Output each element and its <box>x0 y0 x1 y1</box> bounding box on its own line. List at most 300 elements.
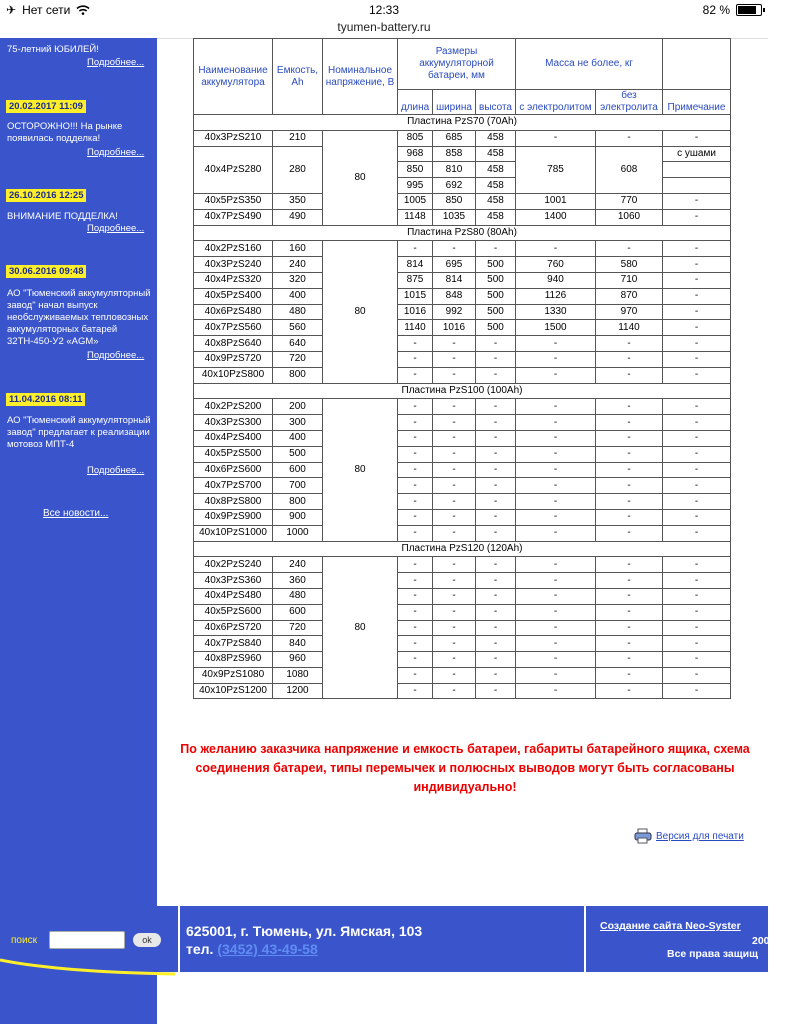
table-row <box>194 588 731 604</box>
mass-with-electrolyte-cell: - <box>516 683 596 699</box>
mass-without-electrolyte-cell: - <box>596 446 663 462</box>
battery-name: 40x10PzS1000 <box>194 525 273 541</box>
width-cell: 810 <box>433 162 476 178</box>
battery-icon <box>736 4 762 16</box>
length-cell: - <box>398 652 433 668</box>
mass-without-electrolyte-cell: - <box>596 683 663 699</box>
note-cell: - <box>663 241 731 257</box>
capacity-cell: 360 <box>273 573 323 589</box>
mass-without-electrolyte-cell: 1060 <box>596 209 663 225</box>
length-cell: - <box>398 667 433 683</box>
capacity-cell: 720 <box>273 351 323 367</box>
capacity-cell: 960 <box>273 652 323 668</box>
capacity-cell: 600 <box>273 604 323 620</box>
mass-without-electrolyte-cell: - <box>596 351 663 367</box>
header-dimensions: Размеры аккумуляторной батареи, мм <box>398 39 516 90</box>
mass-without-electrolyte-cell: - <box>596 525 663 541</box>
height-cell: - <box>476 430 516 446</box>
note-cell: - <box>663 288 731 304</box>
mass-with-electrolyte-cell: 1126 <box>516 288 596 304</box>
length-cell: 1148 <box>398 209 433 225</box>
battery-name: 40x5PzS350 <box>194 193 273 209</box>
mass-with-electrolyte-cell: - <box>516 478 596 494</box>
mass-without-electrolyte-cell: 608 <box>596 146 663 193</box>
copyright-years: 2007 - 2 <box>752 935 791 947</box>
battery-fill <box>738 6 756 14</box>
length-cell: - <box>398 636 433 652</box>
note-cell: - <box>663 604 731 620</box>
table-row <box>194 146 731 162</box>
header-width: ширина <box>433 90 476 115</box>
news-top-text: 75-летний ЮБИЛЕЙ! <box>7 44 99 55</box>
table-row <box>194 525 731 541</box>
note-cell <box>663 162 731 178</box>
mass-without-electrolyte-cell: - <box>596 336 663 352</box>
table-row <box>194 478 731 494</box>
print-version-label[interactable]: Версия для печати <box>656 830 744 842</box>
airplane-icon: ✈ <box>6 3 17 17</box>
note-cell: - <box>663 415 731 431</box>
news-sidebar <box>0 38 157 1024</box>
height-cell: - <box>476 667 516 683</box>
capacity-cell: 640 <box>273 336 323 352</box>
mass-without-electrolyte-cell: - <box>596 367 663 383</box>
yellow-swoosh-decoration <box>0 958 175 978</box>
header-length: длина <box>398 90 433 115</box>
height-cell: - <box>476 241 516 257</box>
capacity-cell: 480 <box>273 588 323 604</box>
width-cell: - <box>433 494 476 510</box>
height-cell: 458 <box>476 209 516 225</box>
section-header-row <box>194 115 731 131</box>
mass-without-electrolyte-cell: - <box>596 494 663 510</box>
spec-table <box>193 38 731 699</box>
section-title: Пластина PzS70 (70Ah) <box>194 115 731 131</box>
mass-with-electrolyte-cell: 785 <box>516 146 596 193</box>
note-cell: - <box>663 209 731 225</box>
mass-with-electrolyte-cell: - <box>516 509 596 525</box>
note-cell: - <box>663 430 731 446</box>
mass-with-electrolyte-cell: 1500 <box>516 320 596 336</box>
table-row <box>194 241 731 257</box>
mass-without-electrolyte-cell: - <box>596 430 663 446</box>
battery-name: 40x2PzS200 <box>194 399 273 415</box>
capacity-cell: 720 <box>273 620 323 636</box>
height-cell: - <box>476 573 516 589</box>
note-cell: с ушами <box>663 146 731 162</box>
section-title: Пластина PzS80 (80Ah) <box>194 225 731 241</box>
battery-name: 40x4PzS320 <box>194 272 273 288</box>
length-cell: - <box>398 557 433 573</box>
length-cell: 875 <box>398 272 433 288</box>
note-cell: - <box>663 320 731 336</box>
mass-without-electrolyte-cell: - <box>596 557 663 573</box>
mass-with-electrolyte-cell: - <box>516 494 596 510</box>
note-cell: - <box>663 588 731 604</box>
news-more-link[interactable]: Подробнее... <box>87 223 145 234</box>
address-text: 625001, г. Тюмень, ул. Ямская, 103 <box>186 923 423 939</box>
width-cell: - <box>433 399 476 415</box>
capacity-cell: 400 <box>273 430 323 446</box>
note-cell: - <box>663 304 731 320</box>
capacity-cell: 320 <box>273 272 323 288</box>
news-date: 11.04.2016 08:11 <box>6 393 85 406</box>
width-cell: - <box>433 430 476 446</box>
table-row <box>194 683 731 699</box>
voltage-cell: 80 <box>323 241 398 383</box>
mass-with-electrolyte-cell: - <box>516 351 596 367</box>
length-cell: - <box>398 588 433 604</box>
network-status: Нет сети <box>22 3 71 17</box>
battery-name: 40x3PzS240 <box>194 257 273 273</box>
table-row <box>194 320 731 336</box>
mass-with-electrolyte-cell: 1330 <box>516 304 596 320</box>
capacity-cell: 400 <box>273 288 323 304</box>
mass-with-electrolyte-cell: - <box>516 557 596 573</box>
news-more-link[interactable]: Подробнее... <box>87 350 145 361</box>
note-cell: - <box>663 494 731 510</box>
length-cell: - <box>398 430 433 446</box>
length-cell: 850 <box>398 162 433 178</box>
mass-with-electrolyte-cell: - <box>516 415 596 431</box>
all-news-link[interactable]: Все новости... <box>43 508 109 519</box>
width-cell: - <box>433 462 476 478</box>
table-row <box>194 257 731 273</box>
capacity-cell: 600 <box>273 462 323 478</box>
table-row <box>194 209 731 225</box>
width-cell: - <box>433 652 476 668</box>
battery-name: 40x8PzS640 <box>194 336 273 352</box>
capacity-cell: 1000 <box>273 525 323 541</box>
news-date: 20.02.2017 11:09 <box>6 100 86 113</box>
custom-order-notice: По желанию заказчика напряжение и емкость батареи, габариты батарейного ящика, схема соединения батареи, типы перемычек и полюсных выводов могут быть согласованы индивидуально! <box>180 742 750 794</box>
mass-with-electrolyte-cell: - <box>516 588 596 604</box>
table-row <box>194 415 731 431</box>
length-cell: - <box>398 446 433 462</box>
table-row <box>194 367 731 383</box>
height-cell: - <box>476 588 516 604</box>
length-cell: 805 <box>398 130 433 146</box>
mass-without-electrolyte-cell: - <box>596 415 663 431</box>
battery-name: 40x5PzS600 <box>194 604 273 620</box>
note-cell: - <box>663 652 731 668</box>
mass-with-electrolyte-cell: - <box>516 525 596 541</box>
battery-name: 40x9PzS720 <box>194 351 273 367</box>
mass-with-electrolyte-cell: - <box>516 604 596 620</box>
table-row <box>194 557 731 573</box>
capacity-cell: 900 <box>273 509 323 525</box>
battery-name: 40x6PzS600 <box>194 462 273 478</box>
mass-without-electrolyte-cell: - <box>596 241 663 257</box>
width-cell: - <box>433 336 476 352</box>
note-cell: - <box>663 272 731 288</box>
note-cell <box>663 178 731 194</box>
mass-without-electrolyte-cell: - <box>596 478 663 494</box>
print-version-link[interactable] <box>634 828 744 844</box>
clock: 12:33 <box>368 3 400 17</box>
mass-without-electrolyte-cell: 970 <box>596 304 663 320</box>
header-without-electrolyte: без электролита <box>596 90 663 115</box>
voltage-cell: 80 <box>323 557 398 699</box>
width-cell: - <box>433 636 476 652</box>
height-cell: - <box>476 509 516 525</box>
capacity-cell: 800 <box>273 367 323 383</box>
table-row <box>194 652 731 668</box>
news-text: ВНИМАНИЕ ПОДДЕЛКА! <box>7 211 118 222</box>
battery-name: 40x4PzS400 <box>194 430 273 446</box>
length-cell: - <box>398 604 433 620</box>
status-bar <box>0 0 768 20</box>
length-cell: 814 <box>398 257 433 273</box>
news-more-link[interactable]: Подробнее... <box>87 465 145 476</box>
section-header-row <box>194 225 731 241</box>
mass-with-electrolyte-cell: - <box>516 667 596 683</box>
mass-with-electrolyte-cell: - <box>516 573 596 589</box>
note-cell: - <box>663 557 731 573</box>
height-cell: - <box>476 683 516 699</box>
capacity-cell: 840 <box>273 636 323 652</box>
length-cell: - <box>398 367 433 383</box>
width-cell: - <box>433 588 476 604</box>
length-cell: 968 <box>398 146 433 162</box>
height-cell: - <box>476 620 516 636</box>
table-row <box>194 193 731 209</box>
mass-without-electrolyte-cell: - <box>596 462 663 478</box>
length-cell: - <box>398 336 433 352</box>
table-row <box>194 636 731 652</box>
mass-without-electrolyte-cell: - <box>596 588 663 604</box>
width-cell: - <box>433 446 476 462</box>
length-cell: 1015 <box>398 288 433 304</box>
phone-link[interactable]: (3452) 43-49-58 <box>217 941 318 957</box>
news-date: 26.10.2016 12:25 <box>6 189 86 202</box>
capacity-cell: 800 <box>273 494 323 510</box>
width-cell: 685 <box>433 130 476 146</box>
footer-search <box>0 906 175 972</box>
footer-address <box>178 906 586 972</box>
battery-name: 40x4PzS280 <box>194 146 273 193</box>
note-cell: - <box>663 636 731 652</box>
voltage-cell: 80 <box>323 399 398 541</box>
length-cell: - <box>398 573 433 589</box>
length-cell: - <box>398 683 433 699</box>
header-note-top <box>663 39 731 90</box>
note-cell: - <box>663 446 731 462</box>
note-cell: - <box>663 367 731 383</box>
note-cell: - <box>663 573 731 589</box>
mass-with-electrolyte-cell: - <box>516 446 596 462</box>
search-input[interactable] <box>49 931 125 949</box>
width-cell: - <box>433 573 476 589</box>
note-cell: - <box>663 620 731 636</box>
battery-name: 40x8PzS800 <box>194 494 273 510</box>
mass-with-electrolyte-cell: - <box>516 130 596 146</box>
height-cell: - <box>476 604 516 620</box>
mass-without-electrolyte-cell: - <box>596 130 663 146</box>
mass-without-electrolyte-cell: - <box>596 573 663 589</box>
note-cell: - <box>663 462 731 478</box>
capacity-cell: 280 <box>273 146 323 193</box>
capacity-cell: 700 <box>273 478 323 494</box>
header-voltage: Номинальное напряжение, В <box>323 39 398 115</box>
section-header-row <box>194 383 731 399</box>
table-row <box>194 304 731 320</box>
mass-with-electrolyte-cell: - <box>516 367 596 383</box>
table-row <box>194 667 731 683</box>
battery-name: 40x6PzS720 <box>194 620 273 636</box>
phone-line <box>186 941 318 957</box>
header-name: Наименование аккумулятора <box>194 39 273 115</box>
battery-name: 40x10PzS800 <box>194 367 273 383</box>
mass-without-electrolyte-cell: - <box>596 667 663 683</box>
battery-name: 40x3PzS360 <box>194 573 273 589</box>
battery-name: 40x3PzS210 <box>194 130 273 146</box>
width-cell: - <box>433 557 476 573</box>
mass-without-electrolyte-cell: - <box>596 399 663 415</box>
news-more-link[interactable]: Подробнее... <box>87 57 145 68</box>
mass-with-electrolyte-cell: - <box>516 652 596 668</box>
width-cell: 1016 <box>433 320 476 336</box>
width-cell: - <box>433 351 476 367</box>
mass-with-electrolyte-cell: - <box>516 241 596 257</box>
mass-with-electrolyte-cell: - <box>516 430 596 446</box>
search-label: поиск <box>11 935 37 946</box>
capacity-cell: 480 <box>273 304 323 320</box>
mass-without-electrolyte-cell: - <box>596 652 663 668</box>
capacity-cell: 160 <box>273 241 323 257</box>
capacity-cell: 1080 <box>273 667 323 683</box>
capacity-cell: 560 <box>273 320 323 336</box>
note-cell: - <box>663 130 731 146</box>
note-cell: - <box>663 193 731 209</box>
length-cell: - <box>398 478 433 494</box>
battery-name: 40x5PzS500 <box>194 446 273 462</box>
news-text: АО "Тюменский аккумуляторный завод" начал выпуск необслуживаемых тепловозных аккумуляторных батарей 32ТН-450-У2 «AGM» <box>7 288 151 347</box>
length-cell: 995 <box>398 178 433 194</box>
site-creator-link[interactable]: Создание сайта Neo-Syster <box>600 920 741 932</box>
note-cell: - <box>663 257 731 273</box>
capacity-cell: 300 <box>273 415 323 431</box>
mass-with-electrolyte-cell: - <box>516 399 596 415</box>
mass-with-electrolyte-cell: - <box>516 336 596 352</box>
capacity-cell: 240 <box>273 557 323 573</box>
width-cell: - <box>433 620 476 636</box>
table-row <box>194 430 731 446</box>
address-bar[interactable]: tyumen-battery.ru <box>0 20 768 39</box>
length-cell: 1005 <box>398 193 433 209</box>
table-row <box>194 351 731 367</box>
width-cell: - <box>433 525 476 541</box>
mass-without-electrolyte-cell: - <box>596 509 663 525</box>
width-cell: 858 <box>433 146 476 162</box>
mass-without-electrolyte-cell: 870 <box>596 288 663 304</box>
note-cell: - <box>663 525 731 541</box>
height-cell: - <box>476 399 516 415</box>
length-cell: - <box>398 620 433 636</box>
mass-without-electrolyte-cell: - <box>596 620 663 636</box>
mass-without-electrolyte-cell: 580 <box>596 257 663 273</box>
height-cell: 500 <box>476 304 516 320</box>
footer-credits <box>588 906 791 972</box>
height-cell: - <box>476 367 516 383</box>
voltage-cell: 80 <box>323 130 398 225</box>
note-cell: - <box>663 478 731 494</box>
mass-with-electrolyte-cell: - <box>516 620 596 636</box>
mass-without-electrolyte-cell: 770 <box>596 193 663 209</box>
height-cell: 500 <box>476 288 516 304</box>
spec-table-container <box>193 38 731 699</box>
table-row <box>194 604 731 620</box>
note-cell: - <box>663 399 731 415</box>
length-cell: - <box>398 494 433 510</box>
search-ok-button[interactable]: ok <box>133 933 161 947</box>
width-cell: 848 <box>433 288 476 304</box>
width-cell: - <box>433 367 476 383</box>
battery-name: 40x2PzS160 <box>194 241 273 257</box>
battery-name: 40x7PzS840 <box>194 636 273 652</box>
table-row <box>194 399 731 415</box>
table-row <box>194 620 731 636</box>
table-row <box>194 288 731 304</box>
width-cell: - <box>433 415 476 431</box>
mass-without-electrolyte-cell: - <box>596 604 663 620</box>
height-cell: - <box>476 462 516 478</box>
table-row <box>194 446 731 462</box>
battery-name: 40x2PzS240 <box>194 557 273 573</box>
news-more-link[interactable]: Подробнее... <box>87 147 145 158</box>
length-cell: - <box>398 509 433 525</box>
width-cell: - <box>433 667 476 683</box>
length-cell: - <box>398 462 433 478</box>
height-cell: 500 <box>476 272 516 288</box>
width-cell: 850 <box>433 193 476 209</box>
battery-name: 40x9PzS1080 <box>194 667 273 683</box>
width-cell: 992 <box>433 304 476 320</box>
battery-name: 40x7PzS560 <box>194 320 273 336</box>
width-cell: - <box>433 509 476 525</box>
length-cell: - <box>398 241 433 257</box>
mass-with-electrolyte-cell: 1001 <box>516 193 596 209</box>
news-text: ОСТОРОЖНО!!! На рынке появилась подделка! <box>7 121 123 144</box>
capacity-cell: 350 <box>273 193 323 209</box>
height-cell: - <box>476 446 516 462</box>
width-cell: 1035 <box>433 209 476 225</box>
length-cell: 1016 <box>398 304 433 320</box>
width-cell: 814 <box>433 272 476 288</box>
note-cell: - <box>663 509 731 525</box>
table-row <box>194 336 731 352</box>
width-cell: - <box>433 241 476 257</box>
height-cell: 458 <box>476 146 516 162</box>
battery-name: 40x3PzS300 <box>194 415 273 431</box>
mass-without-electrolyte-cell: 710 <box>596 272 663 288</box>
width-cell: 692 <box>433 178 476 194</box>
height-cell: - <box>476 351 516 367</box>
battery-name: 40x4PzS480 <box>194 588 273 604</box>
table-row <box>194 509 731 525</box>
height-cell: 458 <box>476 193 516 209</box>
battery-name: 40x8PzS960 <box>194 652 273 668</box>
length-cell: - <box>398 525 433 541</box>
height-cell: - <box>476 336 516 352</box>
header-with-electrolyte: с электролитом <box>516 90 596 115</box>
length-cell: - <box>398 415 433 431</box>
section-header-row <box>194 541 731 557</box>
note-cell: - <box>663 683 731 699</box>
table-row <box>194 494 731 510</box>
table-row <box>194 573 731 589</box>
capacity-cell: 1200 <box>273 683 323 699</box>
